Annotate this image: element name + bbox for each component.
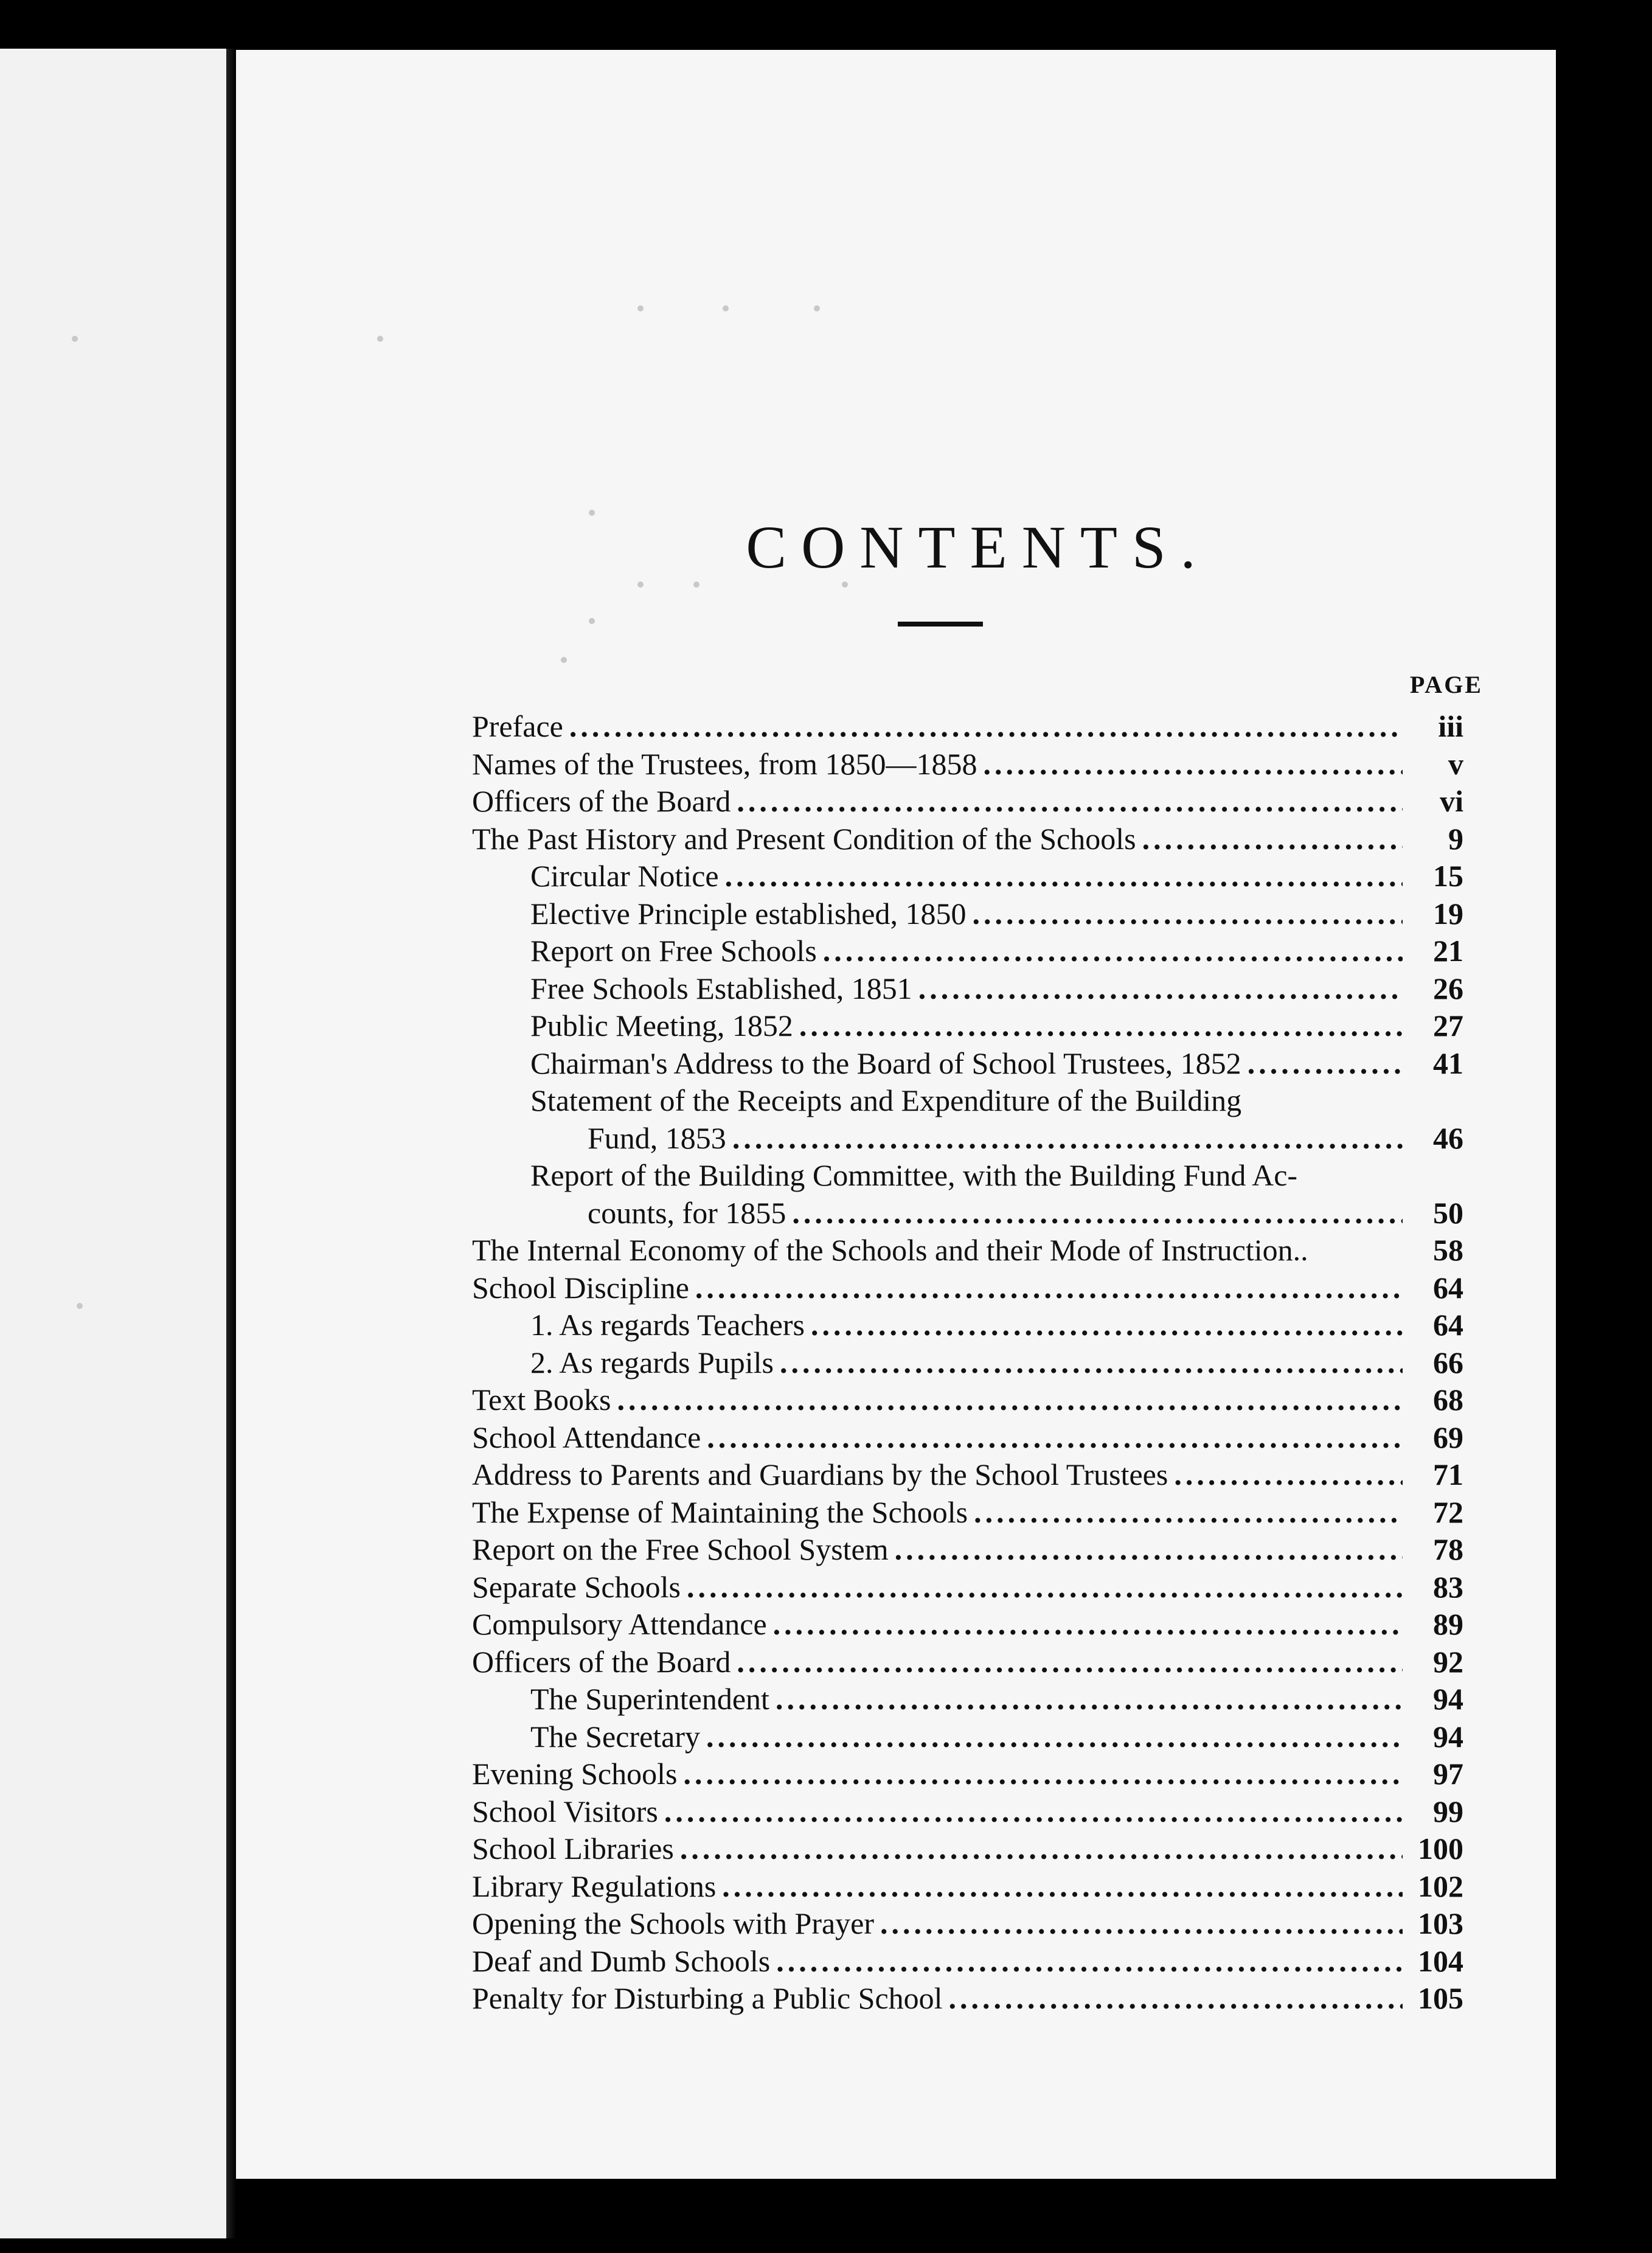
toc-entry: [472, 1195, 1463, 1232]
toc-entry: [472, 1232, 1463, 1269]
bleed-spot: [723, 305, 729, 311]
toc-entry-label: Chairman's Address to the Board of School Trustees, 1852: [530, 1046, 1241, 1080]
toc-entry-label: Public Meeting, 1852: [530, 1008, 793, 1043]
toc-entry: [472, 1644, 1463, 1681]
toc-leader-dots: [683, 1755, 1403, 1793]
toc-entry-label: Compulsory Attendance: [472, 1607, 767, 1641]
toc-entry: [472, 1381, 1463, 1419]
toc-entry: [472, 1793, 1463, 1831]
toc-entry-label: Free Schools Established, 1851: [530, 971, 912, 1005]
toc-page-number: 69: [1433, 1420, 1463, 1454]
toc-page-number: iii: [1438, 709, 1463, 743]
toc-entry-label: Deaf and Dumb Schools: [472, 1943, 771, 1978]
toc-entry: [472, 1045, 1463, 1083]
toc-page-number: 100: [1418, 1831, 1463, 1866]
toc-leader-dots: [972, 895, 1403, 933]
toc-entry: [472, 1007, 1463, 1045]
toc-entry-label: The Superintendent: [530, 1682, 769, 1716]
toc-page-number: 78: [1433, 1532, 1463, 1566]
toc-entry-label: Text Books: [472, 1383, 611, 1417]
page-column-heading: PAGE: [1409, 671, 1483, 698]
toc-entry-label: School Libraries: [472, 1831, 674, 1866]
toc-page-number: 27: [1433, 1008, 1463, 1043]
bleed-spot: [842, 581, 848, 588]
toc-entry-label: Preface: [472, 709, 563, 743]
toc-leader-dots: [695, 1269, 1403, 1307]
page-gutter: [226, 49, 236, 2238]
toc-leader-dots: [1142, 821, 1403, 858]
toc-leader-dots: [776, 1943, 1403, 1980]
toc-page-number: 15: [1433, 859, 1463, 893]
toc-entry: [472, 1494, 1463, 1532]
toc-entry: [472, 1681, 1463, 1718]
bleed-spot: [72, 336, 78, 342]
bleed-spot: [693, 581, 699, 588]
bleed-spot: [561, 657, 567, 663]
toc-entry-label: The Expense of Maintaining the Schools: [472, 1494, 968, 1529]
toc-leader-dots: [569, 708, 1403, 746]
toc-page-number: 64: [1433, 1270, 1463, 1305]
toc-entry-label: Officers of the Board: [472, 784, 731, 818]
toc-leader-dots: [811, 1307, 1403, 1344]
toc-entry-label: School Visitors: [472, 1794, 658, 1828]
toc-leader-dots: [707, 1419, 1403, 1457]
toc-page-number: 99: [1433, 1794, 1463, 1828]
bleed-spot: [637, 581, 644, 588]
toc-entry: [472, 1905, 1463, 1943]
toc-entry: [472, 895, 1463, 933]
toc-page-number: 105: [1418, 1981, 1463, 2015]
toc-entry: [472, 1269, 1463, 1307]
toc-leader-dots: [687, 1569, 1403, 1606]
toc-entry: [472, 1868, 1463, 1906]
toc-entry: [472, 1569, 1463, 1606]
bleed-spot: [637, 305, 644, 311]
toc-leader-dots: [737, 1644, 1403, 1681]
toc-entry-label: The Internal Economy of the Schools and their Mode of Instruction..: [472, 1233, 1308, 1267]
toc-leader-dots: [732, 1120, 1403, 1158]
toc-leader-dots: [918, 970, 1403, 1008]
toc-entry-label: School Discipline: [472, 1270, 689, 1305]
toc-leader-dots: [1174, 1456, 1403, 1494]
toc-entry: [472, 1120, 1463, 1158]
toc-entry: [472, 1830, 1463, 1868]
toc-leader-dots: [880, 1905, 1403, 1943]
toc-leader-dots: [792, 1195, 1403, 1232]
toc-entry-label: Evening Schools: [472, 1757, 678, 1791]
toc-entry: [472, 1419, 1463, 1457]
toc-page-number: 89: [1433, 1607, 1463, 1641]
toc-entry-label: 1. As regards Teachers: [530, 1308, 805, 1342]
toc-page-number: 104: [1418, 1943, 1463, 1978]
page-title: CONTENTS.: [746, 513, 1210, 581]
toc-entry-label: 2. As regards Pupils: [530, 1345, 774, 1380]
toc-entry-label: Report on the Free School System: [472, 1532, 889, 1566]
toc-entry-label: Names of the Trustees, from 1850—1858: [472, 746, 977, 781]
toc-entry-label: Penalty for Disturbing a Public School: [472, 1981, 943, 2015]
toc-page-number: 97: [1433, 1757, 1463, 1791]
toc-leader-dots: [949, 1980, 1403, 2018]
toc-entry-label: Fund, 1853: [588, 1120, 726, 1155]
toc-leader-dots: [725, 858, 1403, 895]
scanned-page: [236, 50, 1556, 2179]
toc-leader-dots: [984, 746, 1403, 783]
toc-page-number: 94: [1433, 1719, 1463, 1754]
toc-leader-dots: [799, 1007, 1403, 1045]
toc-page-number: 46: [1433, 1120, 1463, 1155]
toc-entry-label: The Past History and Present Condition of the Schools: [472, 821, 1136, 856]
toc-page-number: 72: [1433, 1494, 1463, 1529]
toc-page-number: v: [1448, 746, 1463, 781]
toc-leader-dots: [773, 1606, 1403, 1644]
toc-entry: [472, 1943, 1463, 1980]
toc-page-number: 94: [1433, 1682, 1463, 1716]
toc-entry: [472, 1718, 1463, 1756]
bleed-spot: [77, 1303, 83, 1309]
toc-page-number: 66: [1433, 1345, 1463, 1380]
toc-entry-label: Statement of the Receipts and Expenditure of the Building: [530, 1083, 1242, 1117]
toc-page-number: 71: [1433, 1457, 1463, 1491]
bleed-spot: [814, 305, 820, 311]
table-of-contents: [472, 708, 1463, 2018]
toc-entry-label: counts, for 1855: [588, 1195, 786, 1230]
toc-entry-label: Officers of the Board: [472, 1644, 731, 1679]
toc-entry: [472, 932, 1463, 970]
bleed-spot: [589, 618, 595, 624]
toc-entry-label: Library Regulations: [472, 1869, 717, 1903]
toc-entry-label: Report on Free Schools: [530, 934, 817, 968]
toc-page-number: 9: [1448, 821, 1463, 856]
toc-leader-dots: [895, 1531, 1403, 1569]
toc-entry: [472, 1456, 1463, 1494]
toc-leader-dots: [617, 1381, 1403, 1419]
toc-page-number: 92: [1433, 1644, 1463, 1679]
toc-entry-label: Address to Parents and Guardians by the School Trustees: [472, 1457, 1168, 1491]
toc-entry: [472, 1980, 1463, 2018]
toc-leader-dots: [664, 1793, 1403, 1831]
toc-entry: [472, 1531, 1463, 1569]
toc-leader-dots: [974, 1494, 1403, 1532]
toc-entry: [472, 1755, 1463, 1793]
toc-leader-dots: [737, 783, 1403, 821]
toc-page-number: 50: [1433, 1195, 1463, 1230]
toc-entry: [472, 821, 1463, 858]
toc-entry: [472, 783, 1463, 821]
toc-entry: [472, 858, 1463, 895]
toc-leader-dots: [680, 1830, 1403, 1868]
toc-entry-label: Separate Schools: [472, 1569, 681, 1604]
toc-leader-dots: [1248, 1045, 1403, 1083]
bleed-spot: [377, 336, 383, 342]
toc-leader-dots: [722, 1868, 1403, 1906]
toc-page-number: 19: [1433, 896, 1463, 931]
toc-page-number: 102: [1418, 1869, 1463, 1903]
toc-entry: [472, 970, 1463, 1008]
toc-entry: [472, 1344, 1463, 1382]
left-page-edge: [0, 49, 226, 2238]
toc-page-number: 64: [1433, 1308, 1463, 1342]
toc-page-number: 68: [1433, 1383, 1463, 1417]
toc-leader-dots: [780, 1344, 1403, 1382]
title-rule: [898, 622, 983, 627]
toc-entry: [472, 1082, 1463, 1120]
toc-page-number: 83: [1433, 1569, 1463, 1604]
toc-entry: [472, 708, 1463, 746]
toc-leader-dots: [706, 1718, 1403, 1756]
toc-entry-label: Opening the Schools with Prayer: [472, 1906, 875, 1940]
toc-entry: [472, 746, 1463, 783]
toc-leader-dots: [823, 932, 1403, 970]
toc-page-number: 26: [1433, 971, 1463, 1005]
toc-entry: [472, 1307, 1463, 1344]
toc-entry-label: Report of the Building Committee, with the Building Fund Ac-: [530, 1158, 1298, 1192]
toc-page-number: 103: [1418, 1906, 1463, 1940]
toc-entry-label: The Secretary: [530, 1719, 701, 1754]
toc-page-number: 41: [1433, 1046, 1463, 1080]
toc-entry: [472, 1157, 1463, 1195]
toc-entry-label: School Attendance: [472, 1420, 701, 1454]
toc-page-number: vi: [1440, 784, 1463, 818]
toc-page-number: 21: [1433, 934, 1463, 968]
toc-entry-label: Elective Principle established, 1850: [530, 896, 967, 931]
toc-entry: [472, 1606, 1463, 1644]
toc-page-number: 58: [1433, 1233, 1463, 1267]
toc-entry-label: Circular Notice: [530, 859, 719, 893]
toc-leader-dots: [776, 1681, 1403, 1718]
